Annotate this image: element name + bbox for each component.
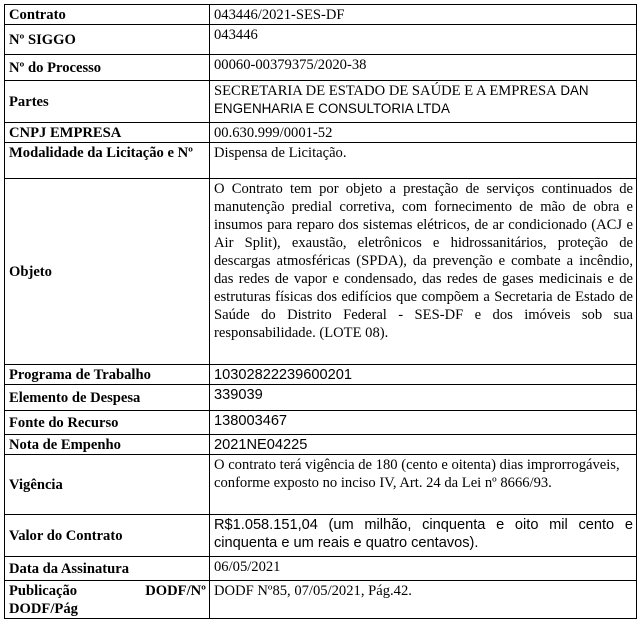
elemento-value: 339039 <box>210 385 637 411</box>
partes-value-part-a: SECRETARIA DE ESTADO DE SAÚDE E A EMPRESA <box>214 83 557 99</box>
publicacao-label-c: DODF/Pág <box>9 601 78 617</box>
publicacao-label-b: DODF/Nº <box>145 583 206 599</box>
programa-label: Programa de Trabalho <box>5 365 210 385</box>
partes-value-part-b: DAN ENGENHARIA E CONSULTORIA LTDA <box>214 83 589 116</box>
processo-value: 00060-00379375/2020-38 <box>210 55 637 81</box>
row-objeto <box>5 179 637 365</box>
row-vigencia <box>5 455 637 515</box>
partes-label: Partes <box>5 81 210 123</box>
processo-label: Nº do Processo <box>5 55 210 81</box>
vigencia-value: O contrato terá vigência de 180 (cento e oitenta) dias improrrogáveis, conforme exposto no inciso IV, Art. 24 da Lei nº 8666/93. <box>210 455 637 515</box>
row-siggo <box>5 25 637 55</box>
row-valor <box>5 515 637 557</box>
empenho-label: Nota de Empenho <box>5 435 210 455</box>
valor-value: R$1.058.151,04 (um milhão, cinquenta e oito mil cento e cinquenta e um reais e quatro centavos). <box>210 515 637 557</box>
elemento-label: Elemento de Despesa <box>5 385 210 411</box>
row-assinatura <box>5 557 637 581</box>
fonte-value: 138003467 <box>210 411 637 435</box>
row-elemento <box>5 385 637 411</box>
objeto-label: Objeto <box>5 179 210 365</box>
objeto-value: O Contrato tem por objeto a prestação de serviços continuados de manutenção predial corretiva, com fornecimento de mão de obra e insumos para reparo dos sistemas elétricos, de ar condicionado (ACJ e Air Split), exaustão, eletrônicos e hidrossanitários, proteção de descargas atmosféricas (SPDA), da prevenção e combate a incêndio, das redes de vapor e condensado, das redes de gases medicinais e de estruturas físicas dos edifícios que compõem a Secretaria de Estado de Saúde do Distrito Federal - SES-DF e dos imóveis sob sua responsabilidade. (LOTE 08). <box>210 179 637 365</box>
contrato-value: 043446/2021-SES-DF <box>210 5 637 25</box>
row-fonte <box>5 411 637 435</box>
publicacao-value: DODF Nº85, 07/05/2021, Pág.42. <box>210 581 637 619</box>
publicacao-label-a: Publicação <box>9 583 78 599</box>
cnpj-value: 00.630.999/0001-52 <box>210 123 637 143</box>
row-programa <box>5 365 637 385</box>
valor-label: Valor do Contrato <box>5 515 210 557</box>
row-publicacao <box>5 581 637 619</box>
publicacao-label <box>5 581 210 619</box>
contract-summary-table <box>4 4 637 619</box>
vigencia-label: Vigência <box>5 455 210 515</box>
row-cnpj <box>5 123 637 143</box>
row-partes <box>5 81 637 123</box>
cnpj-label: CNPJ EMPRESA <box>5 123 210 143</box>
modalidade-label: Modalidade da Licitação e Nº <box>5 143 210 179</box>
assinatura-value: 06/05/2021 <box>210 557 637 581</box>
row-contrato <box>5 5 637 25</box>
siggo-value: 043446 <box>210 25 637 55</box>
modalidade-value: Dispensa de Licitação. <box>210 143 637 179</box>
contrato-label: Contrato <box>5 5 210 25</box>
fonte-label: Fonte do Recurso <box>5 411 210 435</box>
programa-value: 10302822239600201 <box>210 365 637 385</box>
siggo-label: Nº SIGGO <box>5 25 210 55</box>
assinatura-label: Data da Assinatura <box>5 557 210 581</box>
empenho-value: 2021NE04225 <box>210 435 637 455</box>
partes-value <box>210 81 637 123</box>
row-processo <box>5 55 637 81</box>
row-empenho <box>5 435 637 455</box>
row-modalidade <box>5 143 637 179</box>
